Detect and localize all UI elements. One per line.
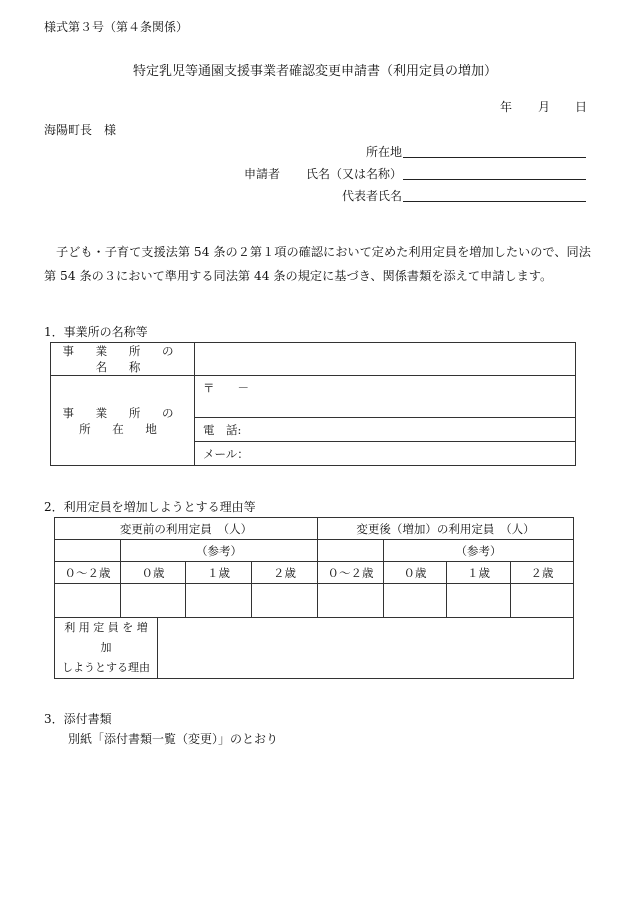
capacity-table xyxy=(54,517,574,618)
capacity-input-cell[interactable] xyxy=(511,584,574,618)
representative-label: 代表者氏名 xyxy=(341,189,402,203)
address-field[interactable] xyxy=(403,157,586,158)
form-number: 様式第３号（第４条関係） xyxy=(44,20,189,34)
date-day-label: 日 xyxy=(575,100,588,114)
postal-mark: 〒 － xyxy=(203,381,249,395)
phone-label: 電 話: xyxy=(203,422,242,437)
section2-heading: 2．利用定員を増加しようとする理由等 xyxy=(44,500,256,514)
reason-label-line-2: しようとする理由 xyxy=(62,661,150,674)
address-label: 所在地 xyxy=(365,145,402,159)
capacity-input-cell[interactable] xyxy=(186,584,252,618)
facility-location-label: 事 業 所 の 所 在 地 xyxy=(51,376,195,466)
before-capacity-header: 変更前の利用定員 （人） xyxy=(55,518,318,540)
age-column-header: １歳 xyxy=(186,562,252,584)
age-column-header: ２歳 xyxy=(252,562,318,584)
age-column-header: ２歳 xyxy=(511,562,574,584)
document-title: 特定乳児等通園支援事業者確認変更申請書（利用定員の増加） xyxy=(132,64,497,79)
statement-line-2: 第 54 条の３において準用する同法第 44 条の規定に基づき、関係書類を添えて申請します。 xyxy=(44,269,553,283)
facility-name-field[interactable] xyxy=(195,343,576,376)
facility-table xyxy=(50,342,576,466)
reference-after-label: （参考） xyxy=(384,540,574,562)
name-label: 氏名（又は名称） xyxy=(305,167,402,181)
date-month-label: 月 xyxy=(538,100,551,114)
reason-field[interactable] xyxy=(158,618,574,679)
reason-table xyxy=(54,617,574,679)
addressee: 海陽町長 様 xyxy=(44,123,117,137)
capacity-input-cell[interactable] xyxy=(318,584,384,618)
age-column-header: ０～２歳 xyxy=(318,562,384,584)
reference-before-label: （参考） xyxy=(121,540,318,562)
after-capacity-header: 変更後（増加）の利用定員 （人） xyxy=(318,518,574,540)
date-year-label: 年 xyxy=(500,100,513,114)
application-statement xyxy=(44,240,592,288)
capacity-input-cell[interactable] xyxy=(384,584,447,618)
before-total-spacer xyxy=(55,540,121,562)
capacity-input-cell[interactable] xyxy=(447,584,511,618)
facility-name-label: 事 業 所 の 名 称 xyxy=(51,343,195,376)
section1-heading: 1．事業所の名称等 xyxy=(44,325,148,339)
email-label: メール： xyxy=(203,446,249,461)
reason-label-line-1: 利 用 定 員 を 増 加 xyxy=(64,621,148,654)
capacity-input-cell[interactable] xyxy=(55,584,121,618)
email-field[interactable] xyxy=(195,442,576,466)
age-column-header: ０歳 xyxy=(384,562,447,584)
attachments-note: 別紙「添付書類一覧（変更）」のとおり xyxy=(68,732,279,746)
name-field[interactable] xyxy=(403,179,586,180)
age-column-header: ０歳 xyxy=(121,562,186,584)
postal-address-field[interactable] xyxy=(195,376,576,418)
representative-field[interactable] xyxy=(403,201,586,202)
after-total-spacer xyxy=(318,540,384,562)
applicant-label: 申請者 xyxy=(244,167,281,181)
age-column-header: ０～２歳 xyxy=(55,562,121,584)
phone-field[interactable] xyxy=(195,418,576,442)
capacity-input-cell[interactable] xyxy=(252,584,318,618)
age-column-header: １歳 xyxy=(447,562,511,584)
section3-heading: 3．添付書類 xyxy=(44,712,112,726)
statement-line-1: 子ども・子育て支援法第 54 条の２第１項の確認において定めた利用定員を増加したいので、同法 xyxy=(56,245,591,259)
reason-label xyxy=(55,618,158,679)
capacity-input-cell[interactable] xyxy=(121,584,186,618)
